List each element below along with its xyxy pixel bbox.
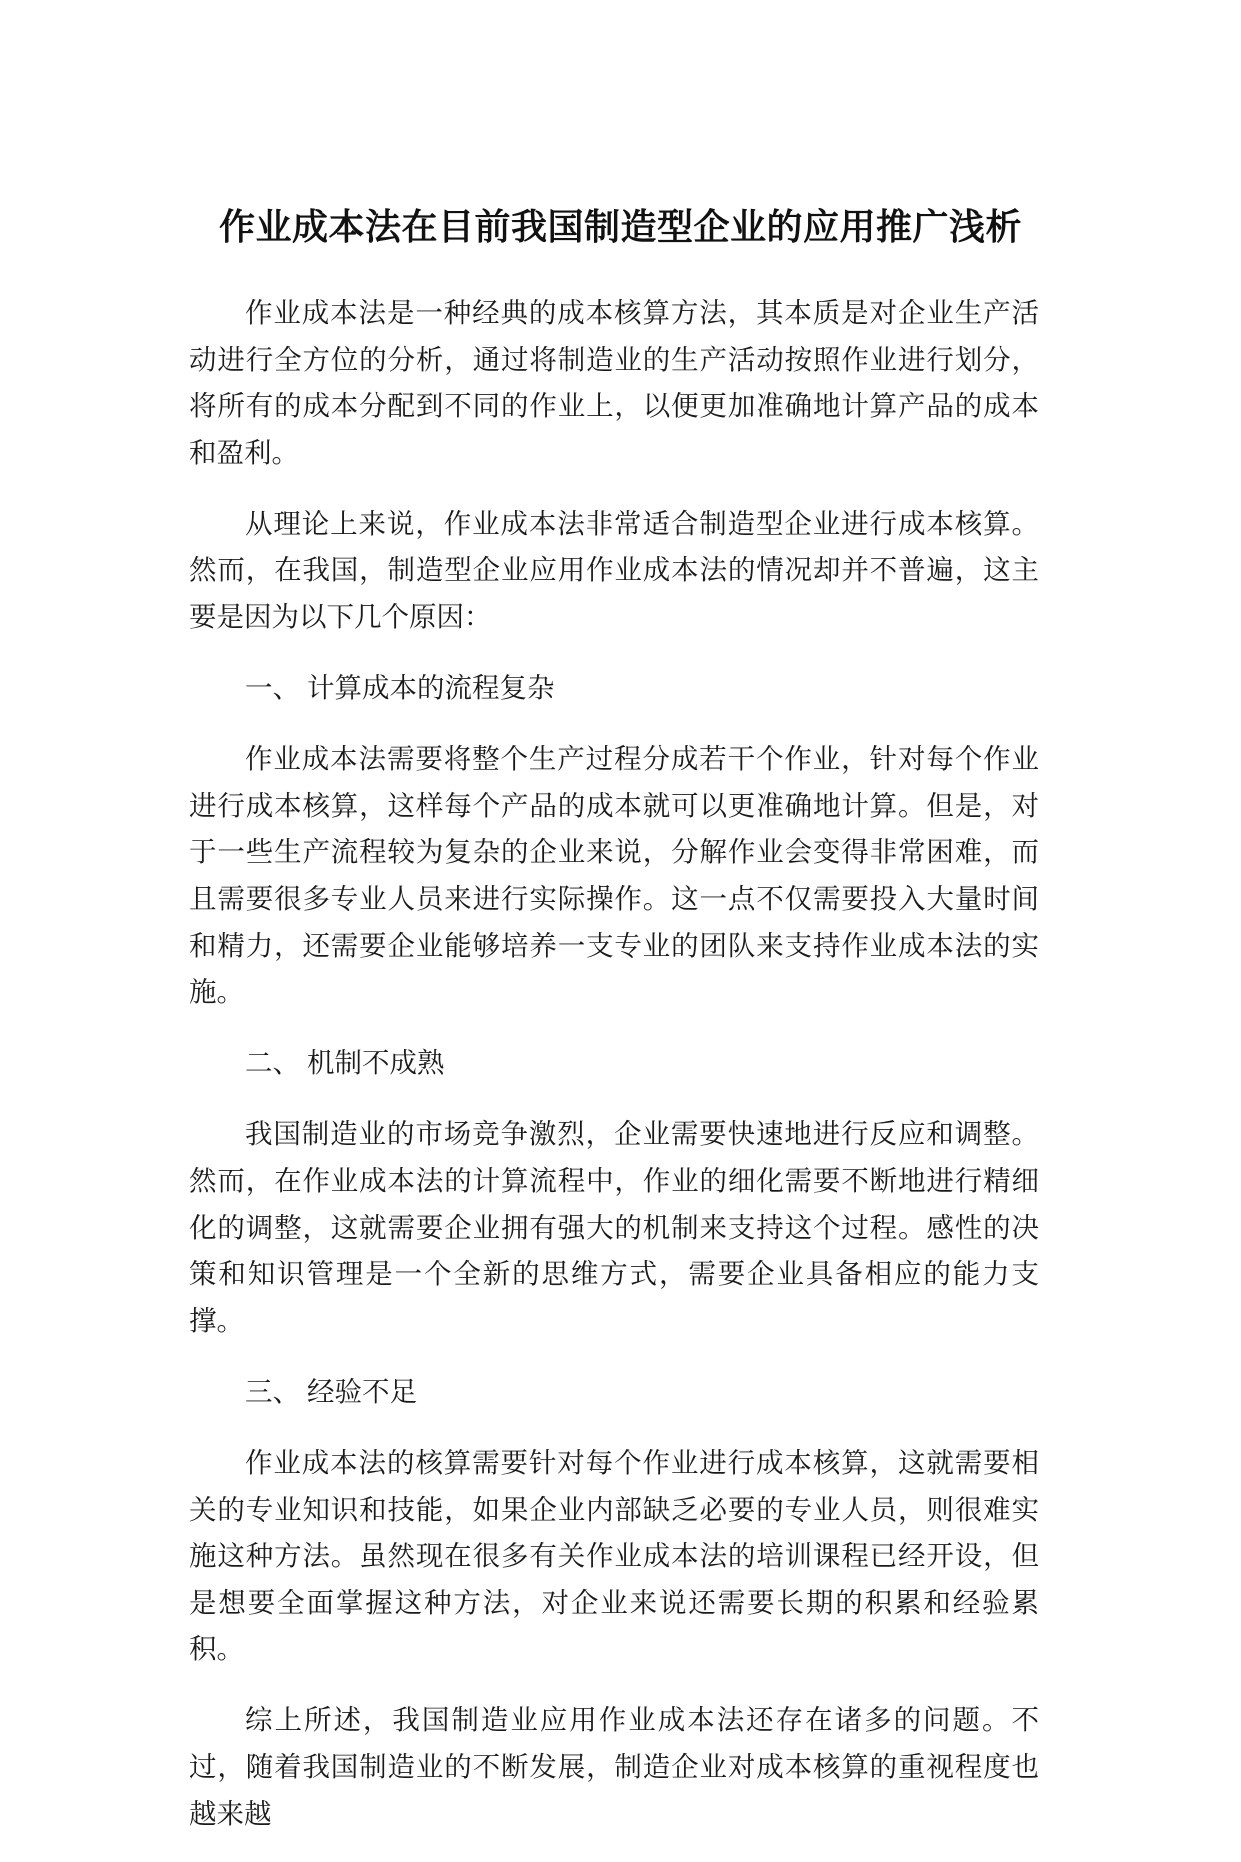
section-number-3: 三、 <box>245 1375 300 1408</box>
conclusion-paragraph: 综上所述，我国制造业应用作业成本法还存在诸多的问题。不过，随着我国制造业的不断发展，制造企业对成本核算的重视程度也越来越 <box>189 1704 1039 1830</box>
section-heading-text-3: 经验不足 <box>307 1375 417 1408</box>
section-heading-text-1: 计算成本的流程复杂 <box>307 672 555 705</box>
intro-paragraph-1: 作业成本法是一种经典的成本核算方法，其本质是对企业生产活动进行全方位的分析，通过将制造业的生产活动按照作业进行划分，将所有的成本分配到不同的作业上，以便更加准确地计算产品的成本和盈利。 <box>189 297 1039 469</box>
document-body <box>189 290 1039 1862</box>
document-title: 作业成本法在目前我国制造型企业的应用推广浅析 <box>218 207 1022 249</box>
section-heading-2 <box>189 1040 1039 1087</box>
section-paragraph-1: 作业成本法需要将整个生产过程分成若干个作业，针对每个作业进行成本核算，这样每个产品的成本就可以更准确地计算。但是，对于一些生产流程较为复杂的企业来说，分解作业会变得非常困难，而且需要很多专业人员来进行实际操作。这一点不仅需要投入大量时间和精力，还需要企业能够培养一支专业的团队来支持作业成本法的实施。 <box>189 743 1039 1009</box>
section-heading-text-2: 机制不成熟 <box>307 1047 445 1080</box>
section-paragraph-2: 我国制造业的市场竞争激烈，企业需要快速地进行反应和调整。然而，在作业成本法的计算流程中，作业的细化需要不断地进行精细化的调整，这就需要企业拥有强大的机制来支持这个过程。感性的决策和知识管理是一个全新的思维方式，需要企业具备相应的能力支撑。 <box>189 1118 1039 1337</box>
section-heading-3 <box>189 1369 1039 1416</box>
section-number-2: 二、 <box>245 1047 300 1080</box>
section-number-1: 一、 <box>245 672 300 705</box>
intro-paragraph-2: 从理论上来说，作业成本法非常适合制造型企业进行成本核算。然而，在我国，制造型企业应用作业成本法的情况却并不普遍，这主要是因为以下几个原因： <box>189 507 1039 634</box>
section-heading-1 <box>189 665 1039 712</box>
section-paragraph-3: 作业成本法的核算需要针对每个作业进行成本核算，这就需要相关的专业知识和技能，如果企业内部缺乏必要的专业人员，则很难实施这种方法。虽然现在很多有关作业成本法的培训课程已经开设，但是想要全面掌握这种方法，对企业来说还需要长期的积累和经验累积。 <box>189 1446 1039 1666</box>
